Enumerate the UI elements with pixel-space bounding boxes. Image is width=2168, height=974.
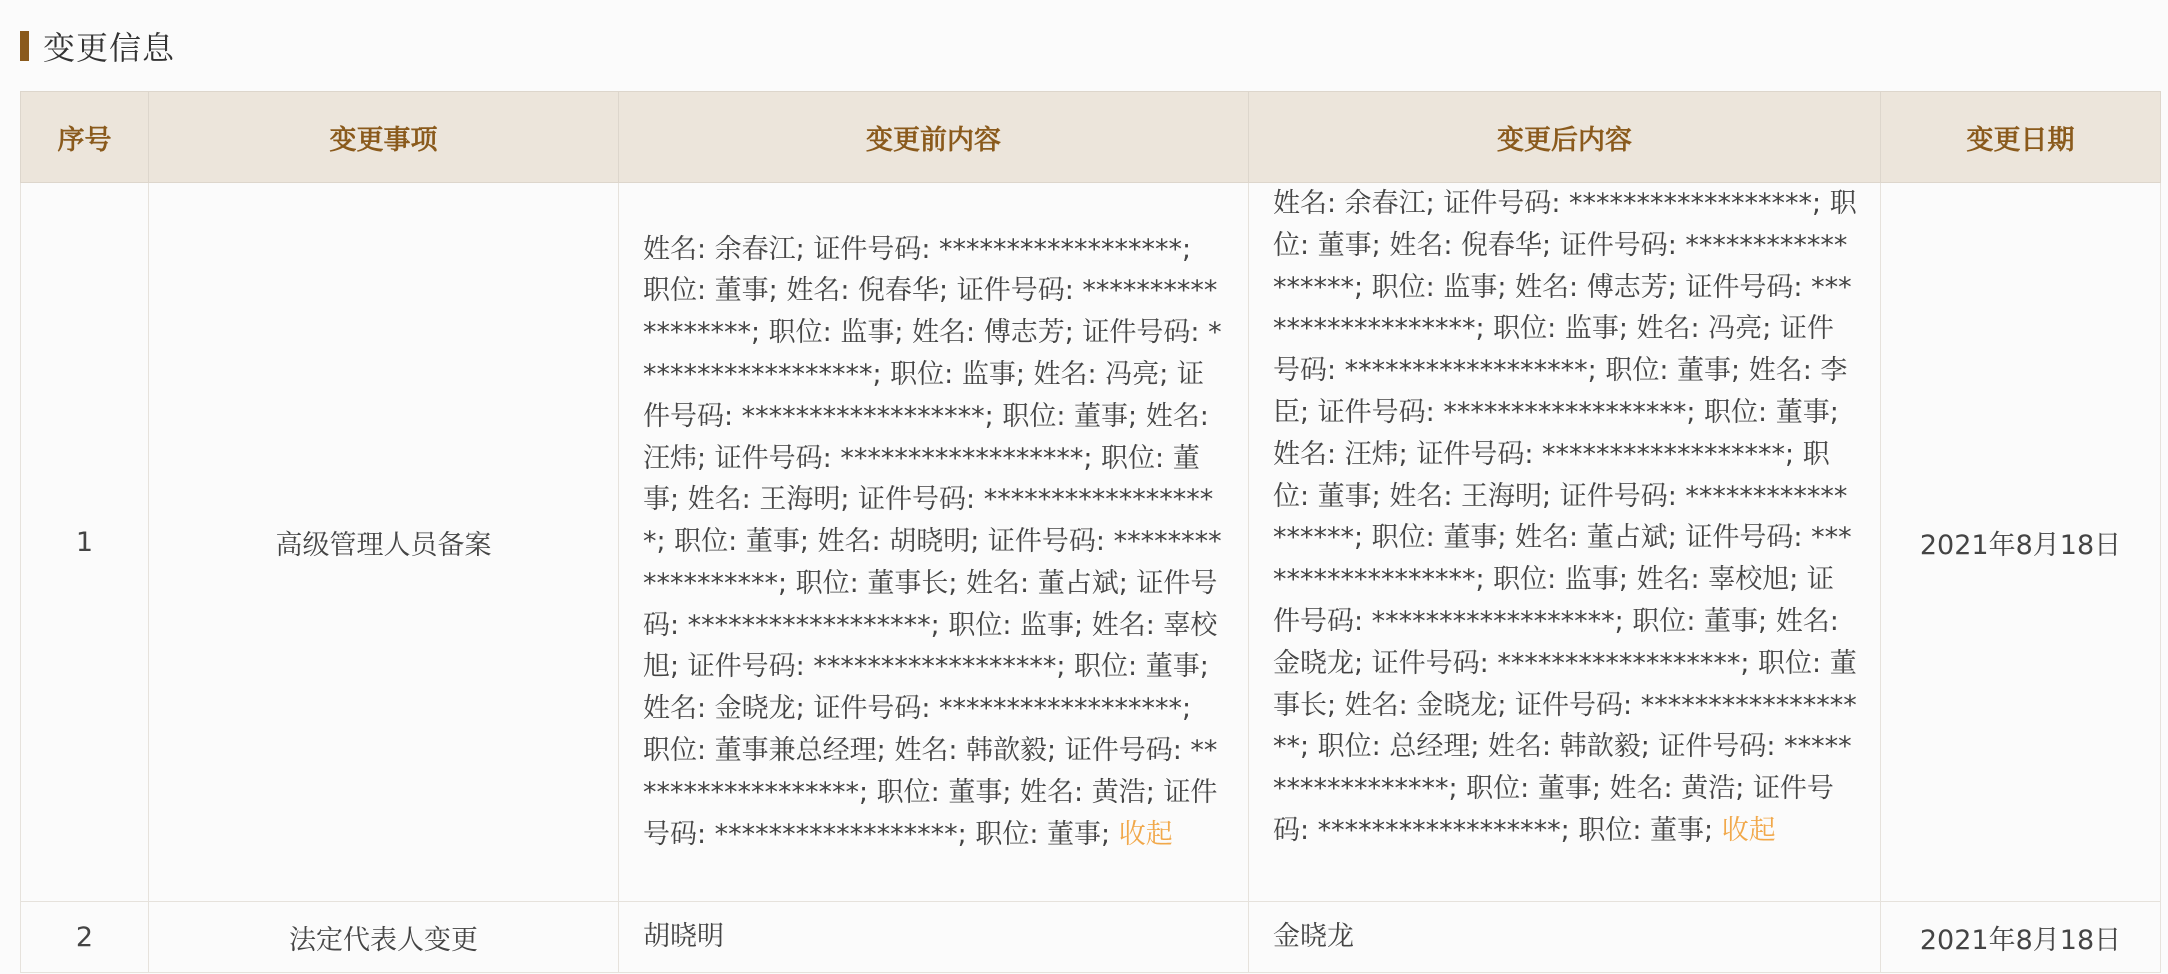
header-before-content: 变更前内容 xyxy=(619,92,1249,183)
row-index: 2 xyxy=(21,902,149,973)
collapse-link[interactable]: 收起 xyxy=(1118,818,1173,850)
section-header xyxy=(20,22,175,70)
title-accent-bar xyxy=(20,31,29,61)
row-index: 1 xyxy=(21,183,149,902)
table-row xyxy=(21,902,2161,973)
header-index: 序号 xyxy=(21,92,149,183)
change-info-table-container xyxy=(20,91,2160,973)
header-after-content: 变更后内容 xyxy=(1249,92,1881,183)
row-change-item: 法定代表人变更 xyxy=(149,902,619,973)
section-title: 变更信息 xyxy=(43,29,176,67)
table-row xyxy=(21,183,2161,902)
table-header-row xyxy=(21,92,2161,183)
row-before-content: 胡晓明 xyxy=(619,902,1249,973)
row-change-date: 2021年8月18日 xyxy=(1881,902,2161,973)
row-before-content xyxy=(619,183,1249,902)
header-change-item: 变更事项 xyxy=(149,92,619,183)
collapse-link[interactable]: 收起 xyxy=(1721,814,1776,846)
before-content-text: 姓名: 余春江; 证件号码: ******************; 职位: 董事; 姓名: 倪春华; 证件号码: ******************; 职位: 监事; 姓名: 傅志芳; 证件号码: ******************; 职位: 监事; 姓名: 冯亮; 证件号码: ******************; 职位: 董事; 姓名: 汪炜; 证件号码: ******************; 职位: 董事; 姓名: 王海明; 证件号码: ******************; 职位: 董事; 姓名: 胡晓明; 证件号码: ******************; 职位: 董事长; 姓名: 董占斌; 证件号码: ******************; 职位: 监事; 姓名: 辜校旭; 证件号码: ******************; 职位: 董事; 姓名: 金晓龙; 证件号码: ******************; 职位: 董事兼总经理; 姓名: 韩歆毅; 证件号码: ******************; 职位: 董事; 姓名: 黄浩; 证件号码: ******************; 职位: 董事; xyxy=(643,233,1222,850)
row-change-date: 2021年8月18日 xyxy=(1881,183,2161,902)
row-change-item: 高级管理人员备案 xyxy=(149,183,619,902)
header-change-date: 变更日期 xyxy=(1881,92,2161,183)
row-after-content xyxy=(1249,183,1881,902)
after-content-text: 姓名: 余春江; 证件号码: ******************; 职位: 董事; 姓名: 倪春华; 证件号码: ******************; 职位: 监事; 姓名: 傅志芳; 证件号码: ******************; 职位: 监事; 姓名: 冯亮; 证件号码: ******************; 职位: 董事; 姓名: 李臣; 证件号码: ******************; 职位: 董事; 姓名: 汪炜; 证件号码: ******************; 职位: 董事; 姓名: 王海明; 证件号码: ******************; 职位: 董事; 姓名: 董占斌; 证件号码: ******************; 职位: 监事; 姓名: 辜校旭; 证件号码: ******************; 职位: 董事; 姓名: 金晓龙; 证件号码: ******************; 职位: 董事长; 姓名: 金晓龙; 证件号码: ******************; 职位: 总经理; 姓名: 韩歆毅; 证件号码: ******************; 职位: 董事; 姓名: 黄浩; 证件号码: ******************; 职位: 董事; xyxy=(1273,188,1857,846)
change-info-table xyxy=(20,91,2161,973)
row-after-content: 金晓龙 xyxy=(1249,902,1881,973)
